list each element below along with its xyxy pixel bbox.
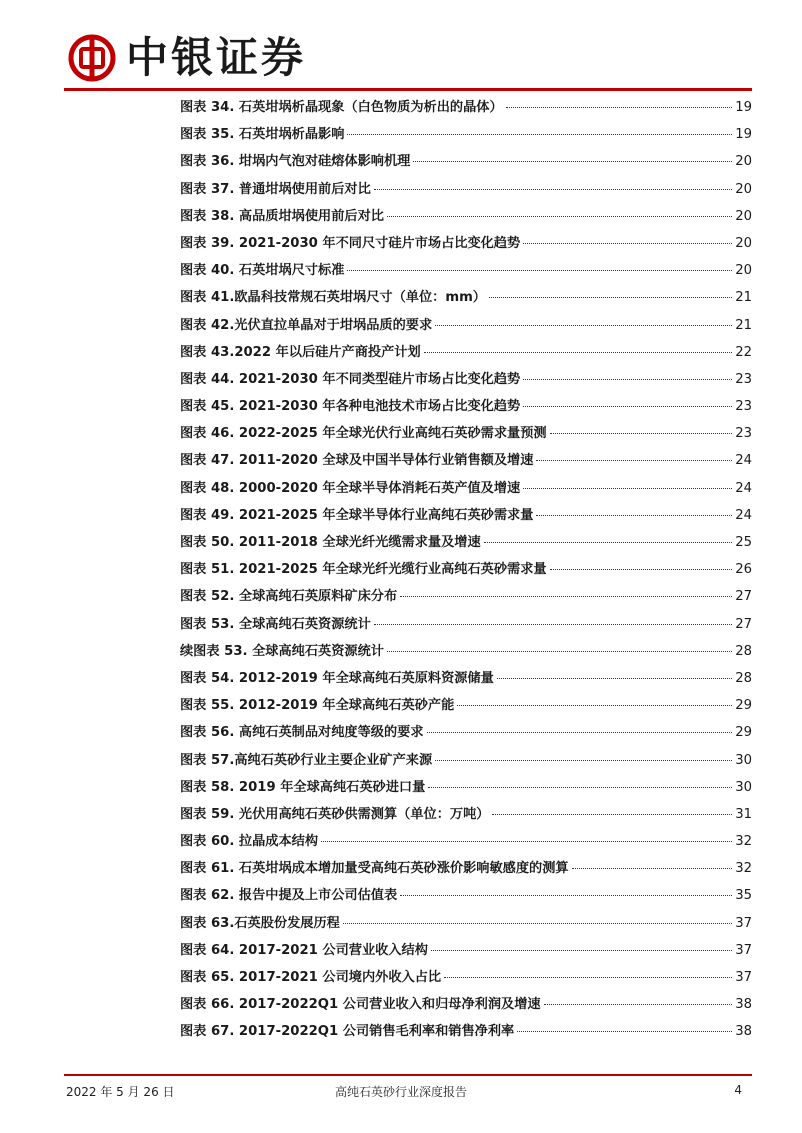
toc-entry-title: 图表 37. 普通坩埚使用前后对比 — [180, 181, 371, 197]
toc-entry-title: 图表 67. 2017-2022Q1 公司销售毛利率和销售净利率 — [180, 1024, 515, 1040]
toc-entry[interactable] — [180, 585, 752, 612]
toc-entry-page: 23 — [735, 371, 752, 387]
toc-dot-leader — [523, 242, 732, 244]
toc-dot-leader — [523, 487, 732, 489]
toc-entry-title: 图表 54. 2012-2019 年全球高纯石英原料资源储量 — [180, 670, 494, 686]
toc-dot-leader — [492, 813, 732, 815]
toc-entry-title: 图表 35. 石英坩埚析晶影响 — [180, 127, 345, 143]
toc-entry-page: 19 — [735, 127, 752, 143]
toc-entry[interactable] — [180, 368, 752, 395]
toc-entry-page: 19 — [735, 100, 752, 115]
toc-entry-page: 29 — [735, 698, 752, 714]
toc-entry-page: 23 — [735, 399, 752, 415]
toc-entry[interactable] — [180, 314, 752, 341]
toc-dot-leader — [431, 949, 732, 951]
toc-entry[interactable] — [180, 1020, 752, 1047]
toc-dot-leader — [387, 650, 732, 652]
bank-of-china-logo-icon — [68, 34, 116, 82]
toc-entry[interactable] — [180, 477, 752, 504]
toc-entry-title: 图表 66. 2017-2022Q1 公司营业收入和归母净利润及增速 — [180, 997, 541, 1013]
toc-entry-title: 图表 51. 2021-2025 年全球光纤光缆行业高纯石英砂需求量 — [180, 562, 547, 578]
toc-entry-title: 图表 64. 2017-2021 公司营业收入结构 — [180, 942, 428, 958]
toc-dot-leader — [497, 677, 732, 679]
toc-entry[interactable] — [180, 232, 752, 259]
toc-dot-leader — [506, 106, 733, 108]
toc-entry-title: 图表 38. 高品质坩埚使用前后对比 — [180, 208, 384, 224]
toc-entry-title: 图表 46. 2022-2025 年全球光伏行业高纯石英砂需求量预测 — [180, 426, 547, 442]
toc-entry-page: 28 — [735, 670, 752, 686]
toc-entry-page: 38 — [735, 1024, 752, 1040]
toc-dot-leader — [489, 296, 732, 298]
toc-dot-leader — [457, 704, 732, 706]
toc-entry[interactable] — [180, 912, 752, 939]
footer-date: 2022 年 5 月 26 日 — [66, 1085, 175, 1099]
toc-entry-title: 图表 61. 石英坩埚成本增加量受高纯石英砂涨价影响敏感度的测算 — [180, 861, 569, 877]
toc-entry-title: 图表 36. 坩埚内气泡对硅熔体影响机理 — [180, 154, 411, 170]
toc-entry-title: 图表 45. 2021-2030 年各种电池技术市场占比变化趋势 — [180, 399, 521, 415]
toc-entry[interactable] — [180, 857, 752, 884]
toc-dot-leader — [435, 759, 732, 761]
brand-name: 中银证券 — [126, 33, 307, 82]
toc-entry-title: 图表 50. 2011-2018 全球光纤光缆需求量及增速 — [180, 535, 481, 550]
toc-entry[interactable] — [180, 749, 752, 776]
toc-entry-title: 图表 34. 石英坩埚析晶现象（白色物质为析出的晶体） — [180, 100, 503, 115]
toc-entry-page: 27 — [735, 589, 752, 605]
toc-entry-page: 25 — [735, 535, 752, 550]
toc-entry-title: 图表 56. 高纯石英制品对纯度等级的要求 — [180, 725, 424, 741]
toc-entry[interactable] — [180, 884, 752, 911]
toc-entry-title: 图表 52. 全球高纯石英原料矿床分布 — [180, 589, 398, 605]
toc-dot-leader — [424, 351, 733, 353]
toc-entry[interactable] — [180, 993, 752, 1020]
toc-entry-page: 23 — [735, 426, 752, 442]
header-divider — [64, 88, 752, 91]
toc-entry[interactable] — [180, 395, 752, 422]
toc-dot-leader — [427, 731, 733, 733]
toc-entry[interactable] — [180, 504, 752, 531]
footer-divider — [64, 1074, 752, 1076]
toc-entry-title: 图表 57.高纯石英砂行业主要企业矿产来源 — [180, 752, 433, 768]
toc-entry-title: 续图表 53. 全球高纯石英资源统计 — [180, 643, 384, 659]
toc-entry-page: 29 — [735, 725, 752, 741]
toc-entry-page: 35 — [735, 888, 752, 904]
toc-dot-leader — [536, 459, 732, 461]
toc-entry[interactable] — [180, 449, 752, 476]
toc-dot-leader — [517, 1030, 732, 1032]
toc-entry[interactable] — [180, 830, 752, 857]
toc-entry[interactable] — [180, 721, 752, 748]
toc-entry[interactable] — [180, 286, 752, 313]
toc-dot-leader — [413, 160, 732, 162]
toc-entry[interactable] — [180, 123, 752, 150]
toc-entry-page: 27 — [735, 616, 752, 632]
toc-dot-leader — [347, 133, 732, 135]
toc-dot-leader — [428, 786, 732, 788]
toc-entry[interactable] — [180, 939, 752, 966]
toc-dot-leader — [400, 595, 732, 597]
toc-entry[interactable] — [180, 667, 752, 694]
toc-entry-title: 图表 58. 2019 年全球高纯石英砂进口量 — [180, 779, 426, 795]
toc-dot-leader — [550, 568, 733, 570]
toc-entry[interactable] — [180, 694, 752, 721]
toc-entry-page: 28 — [735, 643, 752, 659]
table-of-figures — [180, 96, 752, 1048]
toc-entry-title: 图表 53. 全球高纯石英资源统计 — [180, 616, 371, 632]
toc-entry-title: 图表 42.光伏直拉单晶对于坩埚品质的要求 — [180, 317, 433, 333]
toc-entry-page: 20 — [735, 181, 752, 197]
toc-entry[interactable] — [180, 776, 752, 803]
toc-entry-page: 20 — [735, 263, 752, 279]
toc-dot-leader — [572, 867, 733, 869]
toc-entry-title: 图表 60. 拉晶成本结构 — [180, 834, 319, 850]
toc-entry-page: 24 — [735, 507, 752, 523]
toc-entry[interactable] — [180, 613, 752, 640]
toc-dot-leader — [435, 324, 732, 326]
toc-entry[interactable] — [180, 205, 752, 232]
toc-entry-page: 22 — [735, 344, 752, 360]
footer-page-number: 4 — [734, 1083, 742, 1097]
toc-entry-page: 32 — [735, 861, 752, 877]
toc-dot-leader — [387, 215, 732, 217]
toc-entry[interactable] — [180, 558, 752, 585]
toc-entry[interactable] — [180, 531, 752, 558]
toc-entry-title: 图表 39. 2021-2030 年不同尺寸硅片市场占比变化趋势 — [180, 235, 521, 251]
toc-entry-page: 20 — [735, 235, 752, 251]
toc-entry-page: 37 — [735, 942, 752, 958]
toc-entry-page: 24 — [735, 480, 752, 496]
toc-dot-leader — [321, 840, 732, 842]
page-header — [60, 28, 760, 84]
toc-entry[interactable] — [180, 422, 752, 449]
toc-dot-leader — [523, 405, 732, 407]
toc-entry[interactable] — [180, 966, 752, 993]
toc-dot-leader — [523, 378, 732, 380]
toc-entry-title: 图表 43.2022 年以后硅片产商投产计划 — [180, 344, 421, 360]
toc-entry-page: 21 — [735, 317, 752, 333]
toc-entry-title: 图表 47. 2011-2020 全球及中国半导体行业销售额及增速 — [180, 453, 534, 469]
toc-entry-page: 38 — [735, 997, 752, 1013]
toc-entry[interactable] — [180, 178, 752, 205]
toc-dot-leader — [544, 1003, 733, 1005]
toc-entry-title: 图表 48. 2000-2020 年全球半导体消耗石英产值及增速 — [180, 480, 521, 496]
toc-entry[interactable] — [180, 96, 752, 123]
toc-dot-leader — [374, 623, 732, 625]
toc-dot-leader — [536, 514, 732, 516]
toc-dot-leader — [484, 541, 733, 543]
toc-dot-leader — [400, 894, 732, 896]
toc-dot-leader — [374, 188, 732, 190]
footer-report-title: 高纯石英砂行业深度报告 — [334, 1085, 467, 1099]
toc-entry-page: 37 — [735, 970, 752, 985]
toc-dot-leader — [347, 269, 732, 271]
toc-entry-page: 32 — [735, 834, 752, 850]
toc-entry-page: 20 — [735, 154, 752, 170]
toc-entry-page: 24 — [735, 453, 752, 469]
toc-entry-title: 图表 41.欧晶科技常规石英坩埚尺寸（单位：mm） — [180, 290, 486, 306]
toc-entry-page: 26 — [735, 562, 752, 578]
toc-entry-title: 图表 49. 2021-2025 年全球半导体行业高纯石英砂需求量 — [180, 507, 534, 523]
toc-entry[interactable] — [180, 803, 752, 830]
toc-dot-leader — [343, 922, 732, 924]
toc-entry[interactable] — [180, 640, 752, 667]
toc-entry[interactable] — [180, 259, 752, 286]
toc-entry-title: 图表 44. 2021-2030 年不同类型硅片市场占比变化趋势 — [180, 371, 521, 387]
toc-entry-title: 图表 63.石英股份发展历程 — [180, 915, 340, 931]
toc-entry-title: 图表 62. 报告中提及上市公司估值表 — [180, 888, 398, 904]
toc-dot-leader — [444, 976, 732, 978]
toc-entry[interactable] — [180, 341, 752, 368]
toc-entry[interactable] — [180, 150, 752, 177]
toc-entry-title: 图表 55. 2012-2019 年全球高纯石英砂产能 — [180, 698, 455, 714]
toc-entry-page: 37 — [735, 915, 752, 931]
toc-entry-page: 31 — [735, 806, 752, 822]
toc-entry-page: 30 — [735, 779, 752, 795]
toc-entry-title: 图表 40. 石英坩埚尺寸标准 — [180, 263, 345, 279]
toc-entry-page: 21 — [735, 290, 752, 306]
toc-entry-title: 图表 65. 2017-2021 公司境内外收入占比 — [180, 970, 442, 985]
toc-entry-page: 30 — [735, 752, 752, 768]
toc-entry-title: 图表 59. 光伏用高纯石英砂供需测算（单位：万吨） — [180, 806, 490, 822]
toc-dot-leader — [550, 432, 733, 434]
toc-entry-page: 20 — [735, 208, 752, 224]
